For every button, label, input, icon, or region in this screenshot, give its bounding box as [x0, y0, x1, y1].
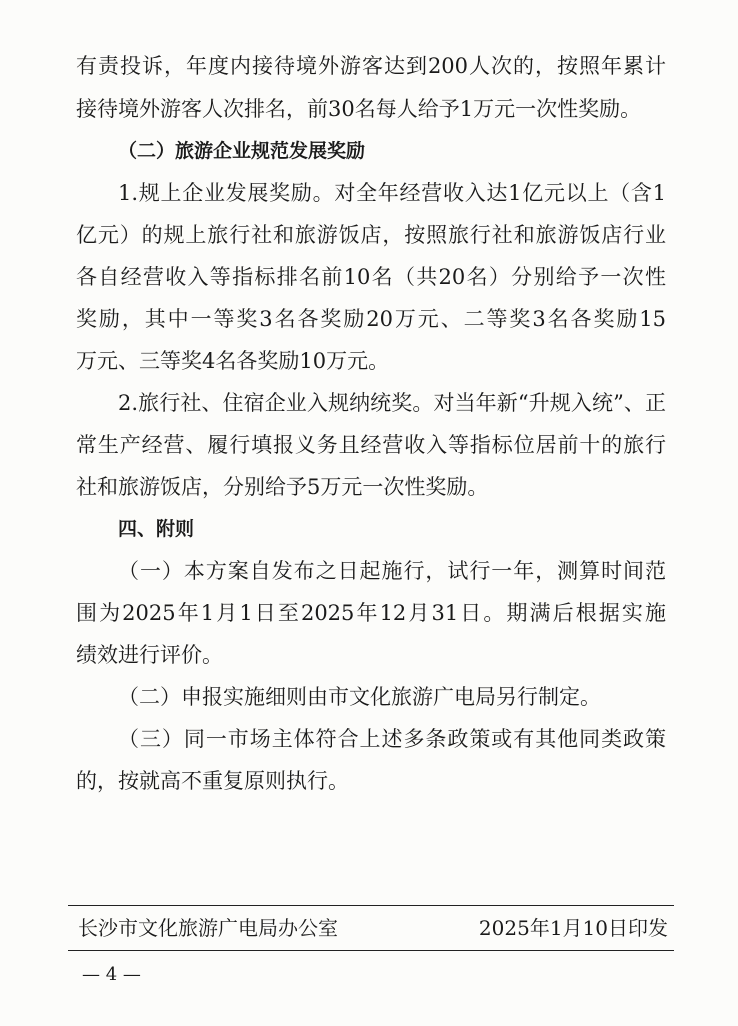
footer-date: 2025年1月10日印发 — [478, 916, 668, 940]
body-line: 有责投诉，年度内接待境外游客达到200人次的，按照年累计 — [76, 54, 666, 78]
body-line: 各自经营收入等指标排名前10名（共20名）分别给予一次性 — [76, 265, 666, 289]
section-heading: 四、附则 — [118, 518, 195, 540]
body-line: 万元、三等奖4名各奖励10万元。 — [76, 349, 390, 373]
section-heading: （二）旅游企业规范发展奖励 — [118, 140, 366, 162]
body-line: 亿元）的规上旅行社和旅游饭店，按照旅行社和旅游饭店行业 — [76, 223, 666, 247]
page-number: — 4 — — [82, 964, 141, 985]
body-line: （三）同一市场主体符合上述多条政策或有其他同类政策 — [118, 727, 666, 751]
body-line: （二）申报实施细则由市文化旅游广电局另行制定。 — [118, 685, 601, 709]
footer-top-rule — [68, 905, 674, 906]
body-line: 社和旅游饭店，分别给予5万元一次性奖励。 — [76, 475, 489, 499]
body-line: 1.规上企业发展奖励。对全年经营收入达1亿元以上（含1 — [118, 181, 666, 205]
body-line: 常生产经营、履行填报义务且经营收入等指标位居前十的旅行 — [76, 433, 666, 457]
footer-bottom-rule — [68, 950, 674, 951]
body-line: 绩效进行评价。 — [76, 643, 223, 667]
body-line: 围为2025年1月1日至2025年12月31日。期满后根据实施 — [76, 601, 666, 625]
body-line: 奖励，其中一等奖3名各奖励20万元、二等奖3名各奖励15 — [76, 307, 666, 331]
body-line: 的，按就高不重复原则执行。 — [76, 769, 349, 793]
footer-issuer: 长沙市文化旅游广电局办公室 — [78, 916, 338, 940]
body-line: 2.旅行社、住宿企业入规纳统奖。对当年新“升规入统”、正 — [118, 391, 666, 415]
body-line: 接待境外游客人次排名，前30名每人给予1万元一次性奖励。 — [76, 97, 642, 121]
body-line: （一）本方案自发布之日起施行，试行一年，测算时间范 — [118, 559, 666, 583]
